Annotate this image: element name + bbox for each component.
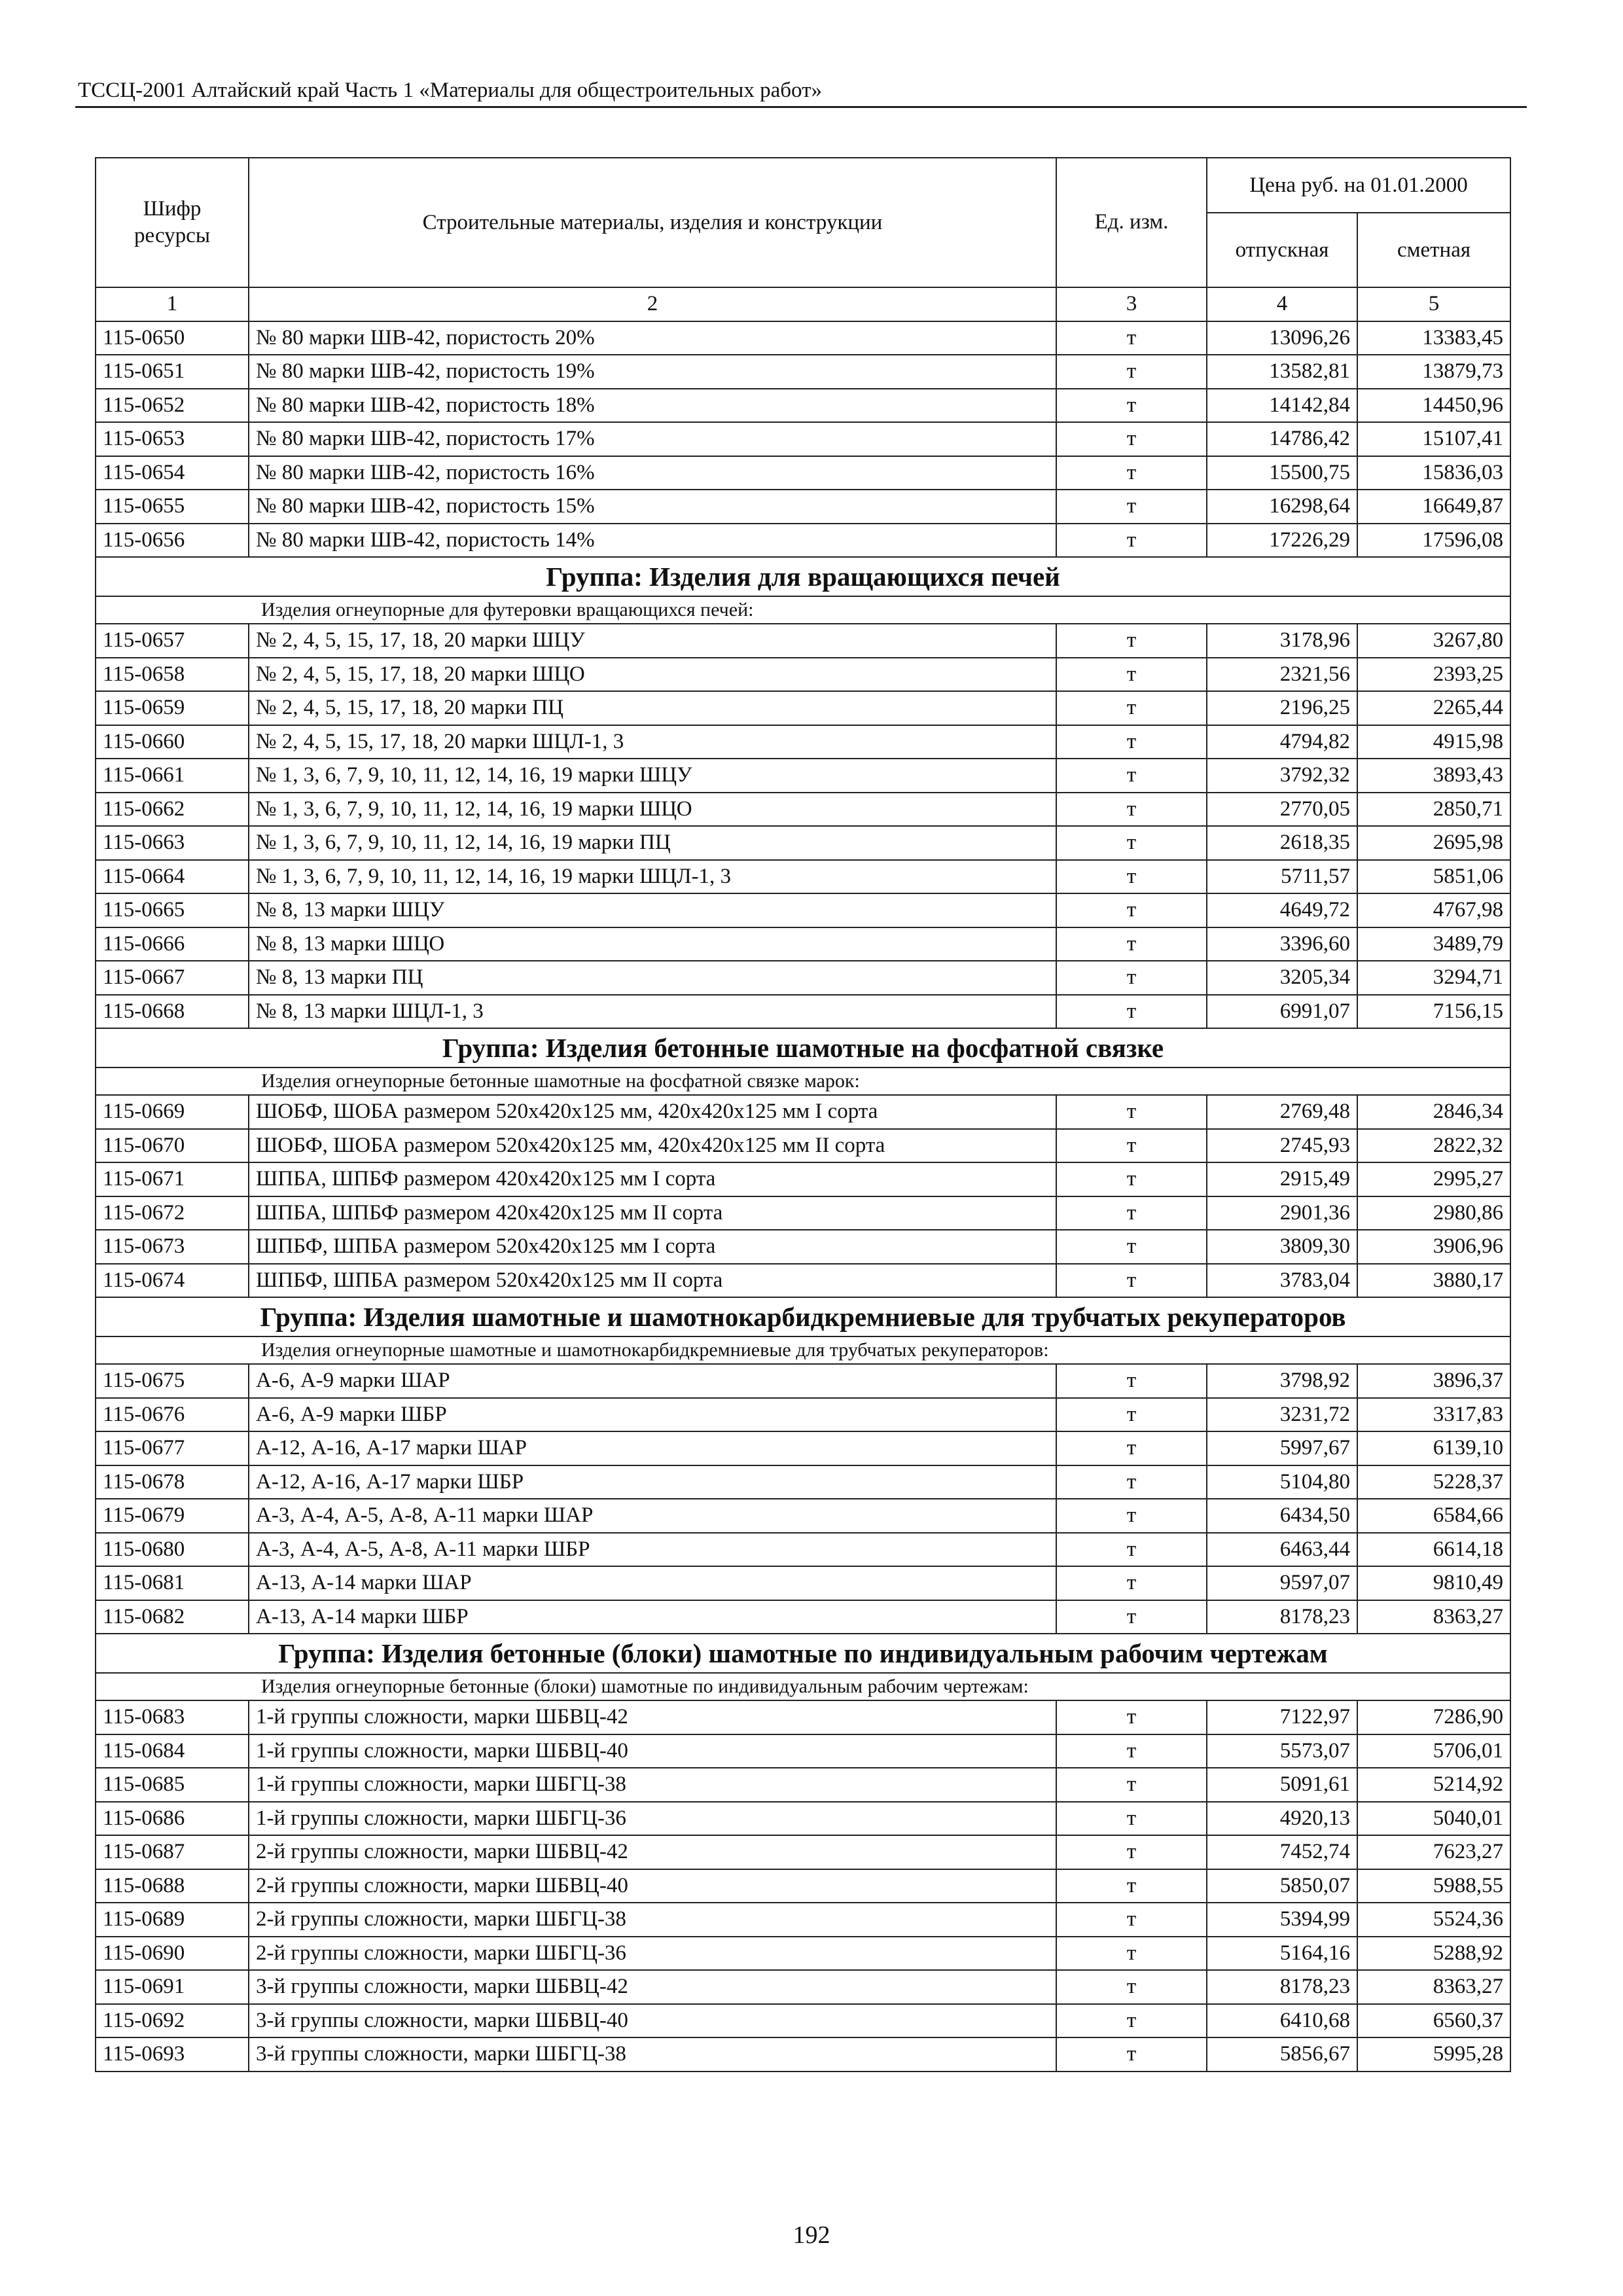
release-price: 4649,72 xyxy=(1207,893,1357,927)
release-price: 5104,80 xyxy=(1207,1465,1357,1499)
resource-code: 115-0651 xyxy=(96,355,249,389)
material-name: № 1, 3, 6, 7, 9, 10, 11, 12, 14, 16, 19 марки ШЦЛ-1, 3 xyxy=(249,860,1056,894)
estimate-price: 16649,87 xyxy=(1357,490,1510,524)
unit-of-measure: т xyxy=(1056,1566,1207,1600)
estimate-price: 17596,08 xyxy=(1357,524,1510,558)
estimate-price: 2995,27 xyxy=(1357,1162,1510,1196)
material-name: 1-й группы сложности, марки ШБВЦ-42 xyxy=(249,1700,1056,1734)
resource-code: 115-0658 xyxy=(96,658,249,692)
release-price: 3809,30 xyxy=(1207,1230,1357,1264)
unit-of-measure: т xyxy=(1056,1364,1207,1398)
release-price: 9597,07 xyxy=(1207,1566,1357,1600)
release-price: 13096,26 xyxy=(1207,321,1357,355)
table-row xyxy=(96,1095,1510,1129)
release-price: 7122,97 xyxy=(1207,1700,1357,1734)
column-number: 5 xyxy=(1357,287,1510,321)
release-price: 5711,57 xyxy=(1207,860,1357,894)
unit-of-measure: т xyxy=(1056,860,1207,894)
resource-code: 115-0675 xyxy=(96,1364,249,1398)
unit-of-measure: т xyxy=(1056,1398,1207,1432)
table-row xyxy=(96,995,1510,1029)
resource-code: 115-0659 xyxy=(96,691,249,725)
group-heading: Группа: Изделия бетонные (блоки) шамотные по индивидуальным рабочим чертежам xyxy=(96,1634,1510,1673)
release-price: 3798,92 xyxy=(1207,1364,1357,1398)
material-name: 2-й группы сложности, марки ШБГЦ-36 xyxy=(249,1937,1056,1971)
unit-of-measure: т xyxy=(1056,961,1207,995)
table-row xyxy=(96,624,1510,658)
release-price: 4920,13 xyxy=(1207,1802,1357,1836)
release-price: 3178,96 xyxy=(1207,624,1357,658)
material-name: А-3, А-4, А-5, А-8, А-11 марки ШБР xyxy=(249,1533,1056,1567)
release-price: 6463,44 xyxy=(1207,1533,1357,1567)
table-row xyxy=(96,1398,1510,1432)
resource-code: 115-0679 xyxy=(96,1499,249,1533)
table-row xyxy=(96,1869,1510,1903)
table-row xyxy=(96,490,1510,524)
table-row xyxy=(96,759,1510,793)
material-name: № 2, 4, 5, 15, 17, 18, 20 марки ШЦУ xyxy=(249,624,1056,658)
estimate-price: 6584,66 xyxy=(1357,1499,1510,1533)
resource-code: 115-0654 xyxy=(96,456,249,490)
resource-code: 115-0665 xyxy=(96,893,249,927)
table-row xyxy=(96,1937,1510,1971)
unit-of-measure: т xyxy=(1056,1533,1207,1567)
resource-code: 115-0656 xyxy=(96,524,249,558)
unit-of-measure: т xyxy=(1056,759,1207,793)
group-heading-row xyxy=(96,1297,1510,1336)
unit-of-measure: т xyxy=(1056,524,1207,558)
resource-code: 115-0674 xyxy=(96,1264,249,1298)
material-name: 1-й группы сложности, марки ШБГЦ-36 xyxy=(249,1802,1056,1836)
resource-code: 115-0655 xyxy=(96,490,249,524)
material-name: № 80 марки ШВ-42, пористость 16% xyxy=(249,456,1056,490)
unit-of-measure: т xyxy=(1056,355,1207,389)
release-price: 16298,64 xyxy=(1207,490,1357,524)
table-row xyxy=(96,927,1510,961)
material-name: ШПБФ, ШПБА размером 520х420х125 мм II сорта xyxy=(249,1264,1056,1298)
release-price: 5091,61 xyxy=(1207,1768,1357,1802)
material-name: 3-й группы сложности, марки ШБВЦ-40 xyxy=(249,2004,1056,2038)
resource-code: 115-0683 xyxy=(96,1700,249,1734)
material-name: № 80 марки ШВ-42, пористость 14% xyxy=(249,524,1056,558)
unit-of-measure: т xyxy=(1056,1734,1207,1768)
unit-of-measure: т xyxy=(1056,1970,1207,2004)
estimate-price: 7156,15 xyxy=(1357,995,1510,1029)
resource-code: 115-0690 xyxy=(96,1937,249,1971)
table-row xyxy=(96,793,1510,827)
unit-of-measure: т xyxy=(1056,927,1207,961)
unit-of-measure: т xyxy=(1056,1230,1207,1264)
estimate-price: 13383,45 xyxy=(1357,321,1510,355)
estimate-price: 3880,17 xyxy=(1357,1264,1510,1298)
material-name: № 80 марки ШВ-42, пористость 20% xyxy=(249,321,1056,355)
document-title: ТССЦ-2001 Алтайский край Часть 1 «Материалы для общестроительных работ» xyxy=(78,79,823,102)
resource-code: 115-0682 xyxy=(96,1600,249,1634)
table-row xyxy=(96,2037,1510,2072)
table-row xyxy=(96,1264,1510,1298)
release-price: 7452,74 xyxy=(1207,1835,1357,1869)
estimate-price: 8363,27 xyxy=(1357,1970,1510,2004)
release-price: 5164,16 xyxy=(1207,1937,1357,1971)
column-number: 3 xyxy=(1056,287,1207,321)
group-heading-row xyxy=(96,1634,1510,1673)
table-row xyxy=(96,2004,1510,2038)
estimate-price: 5995,28 xyxy=(1357,2037,1510,2072)
unit-of-measure: т xyxy=(1056,2004,1207,2038)
price-table xyxy=(95,157,1511,2072)
resource-code: 115-0667 xyxy=(96,961,249,995)
material-name: ШПБФ, ШПБА размером 520х420х125 мм I сорта xyxy=(249,1230,1056,1264)
estimate-price: 3906,96 xyxy=(1357,1230,1510,1264)
table-row xyxy=(96,1196,1510,1230)
release-price: 3396,60 xyxy=(1207,927,1357,961)
resource-code: 115-0691 xyxy=(96,1970,249,2004)
estimate-price: 3317,83 xyxy=(1357,1398,1510,1432)
estimate-price: 5214,92 xyxy=(1357,1768,1510,1802)
release-price: 2915,49 xyxy=(1207,1162,1357,1196)
group-heading: Группа: Изделия шамотные и шамотнокарбидкремниевые для трубчатых рекуператоров xyxy=(96,1297,1510,1336)
resource-code: 115-0681 xyxy=(96,1566,249,1600)
estimate-price: 5040,01 xyxy=(1357,1802,1510,1836)
table-row xyxy=(96,456,1510,490)
release-price: 5856,67 xyxy=(1207,2037,1357,2072)
col-header-estimate-price: сметная xyxy=(1357,213,1510,287)
subgroup-caption: Изделия огнеупорные бетонные шамотные на фосфатной связке марок: xyxy=(96,1067,1510,1095)
material-name: 3-й группы сложности, марки ШБГЦ-38 xyxy=(249,2037,1056,2072)
unit-of-measure: т xyxy=(1056,389,1207,423)
material-name: А-3, А-4, А-5, А-8, А-11 марки ШАР xyxy=(249,1499,1056,1533)
table-row xyxy=(96,1129,1510,1163)
release-price: 2618,35 xyxy=(1207,826,1357,860)
resource-code: 115-0693 xyxy=(96,2037,249,2072)
unit-of-measure: т xyxy=(1056,1499,1207,1533)
release-price: 15500,75 xyxy=(1207,456,1357,490)
table-row xyxy=(96,389,1510,423)
unit-of-measure: т xyxy=(1056,1465,1207,1499)
table-row xyxy=(96,1162,1510,1196)
estimate-price: 3489,79 xyxy=(1357,927,1510,961)
estimate-price: 5524,36 xyxy=(1357,1903,1510,1937)
unit-of-measure: т xyxy=(1056,1903,1207,1937)
group-heading-row xyxy=(96,1028,1510,1067)
release-price: 6991,07 xyxy=(1207,995,1357,1029)
unit-of-measure: т xyxy=(1056,658,1207,692)
table-row xyxy=(96,1835,1510,1869)
material-name: № 8, 13 марки ШЦЛ-1, 3 xyxy=(249,995,1056,1029)
estimate-price: 7286,90 xyxy=(1357,1700,1510,1734)
unit-of-measure: т xyxy=(1056,1869,1207,1903)
material-name: № 2, 4, 5, 15, 17, 18, 20 марки ШЦЛ-1, 3 xyxy=(249,725,1056,759)
table-row xyxy=(96,355,1510,389)
estimate-price: 4915,98 xyxy=(1357,725,1510,759)
material-name: 2-й группы сложности, марки ШБВЦ-42 xyxy=(249,1835,1056,1869)
release-price: 17226,29 xyxy=(1207,524,1357,558)
table-row xyxy=(96,1499,1510,1533)
unit-of-measure: т xyxy=(1056,2037,1207,2072)
resource-code: 115-0677 xyxy=(96,1431,249,1465)
estimate-price: 3896,37 xyxy=(1357,1364,1510,1398)
subgroup-caption: Изделия огнеупорные бетонные (блоки) шамотные по индивидуальным рабочим чертежам: xyxy=(96,1673,1510,1700)
table-row xyxy=(96,691,1510,725)
table-row xyxy=(96,1734,1510,1768)
resource-code: 115-0657 xyxy=(96,624,249,658)
col-header-name: Строительные материалы, изделия и конструкции xyxy=(249,158,1056,287)
unit-of-measure: т xyxy=(1056,490,1207,524)
table-row xyxy=(96,1970,1510,2004)
estimate-price: 15836,03 xyxy=(1357,456,1510,490)
table-row xyxy=(96,1364,1510,1398)
unit-of-measure: т xyxy=(1056,793,1207,827)
resource-code: 115-0664 xyxy=(96,860,249,894)
table-row xyxy=(96,1768,1510,1802)
release-price: 2321,56 xyxy=(1207,658,1357,692)
material-name: 1-й группы сложности, марки ШБГЦ-38 xyxy=(249,1768,1056,1802)
release-price: 5997,67 xyxy=(1207,1431,1357,1465)
column-number-row xyxy=(96,287,1510,321)
release-price: 5850,07 xyxy=(1207,1869,1357,1903)
unit-of-measure: т xyxy=(1056,1162,1207,1196)
material-name: № 8, 13 марки ШЦУ xyxy=(249,893,1056,927)
material-name: 2-й группы сложности, марки ШБВЦ-40 xyxy=(249,1869,1056,1903)
unit-of-measure: т xyxy=(1056,1095,1207,1129)
release-price: 14786,42 xyxy=(1207,422,1357,456)
resource-code: 115-0689 xyxy=(96,1903,249,1937)
estimate-price: 2695,98 xyxy=(1357,826,1510,860)
column-number: 4 xyxy=(1207,287,1357,321)
resource-code: 115-0672 xyxy=(96,1196,249,1230)
unit-of-measure: т xyxy=(1056,893,1207,927)
col-header-code: Шифр ресурсы xyxy=(96,158,249,287)
estimate-price: 2850,71 xyxy=(1357,793,1510,827)
estimate-price: 5228,37 xyxy=(1357,1465,1510,1499)
unit-of-measure: т xyxy=(1056,456,1207,490)
unit-of-measure: т xyxy=(1056,1129,1207,1163)
subgroup-caption-row xyxy=(96,1673,1510,1700)
material-name: № 8, 13 марки ПЦ xyxy=(249,961,1056,995)
material-name: № 80 марки ШВ-42, пористость 18% xyxy=(249,389,1056,423)
resource-code: 115-0660 xyxy=(96,725,249,759)
material-name: № 1, 3, 6, 7, 9, 10, 11, 12, 14, 16, 19 марки ШЦУ xyxy=(249,759,1056,793)
estimate-price: 2846,34 xyxy=(1357,1095,1510,1129)
page-header xyxy=(75,77,1527,108)
table-row xyxy=(96,826,1510,860)
release-price: 8178,23 xyxy=(1207,1970,1357,2004)
material-name: А-6, А-9 марки ШБР xyxy=(249,1398,1056,1432)
subgroup-caption-row xyxy=(96,1067,1510,1095)
resource-code: 115-0661 xyxy=(96,759,249,793)
release-price: 2196,25 xyxy=(1207,691,1357,725)
subgroup-caption: Изделия огнеупорные шамотные и шамотнокарбидкремниевые для трубчатых рекуператоров: xyxy=(96,1336,1510,1364)
estimate-price: 2393,25 xyxy=(1357,658,1510,692)
release-price: 14142,84 xyxy=(1207,389,1357,423)
release-price: 8178,23 xyxy=(1207,1600,1357,1634)
material-name: А-13, А-14 марки ШАР xyxy=(249,1566,1056,1600)
resource-code: 115-0686 xyxy=(96,1802,249,1836)
material-name: № 2, 4, 5, 15, 17, 18, 20 марки ПЦ xyxy=(249,691,1056,725)
unit-of-measure: т xyxy=(1056,1768,1207,1802)
unit-of-measure: т xyxy=(1056,1700,1207,1734)
release-price: 5573,07 xyxy=(1207,1734,1357,1768)
resource-code: 115-0668 xyxy=(96,995,249,1029)
table-row xyxy=(96,961,1510,995)
table-row xyxy=(96,321,1510,355)
table-row xyxy=(96,1566,1510,1600)
estimate-price: 2822,32 xyxy=(1357,1129,1510,1163)
resource-code: 115-0650 xyxy=(96,321,249,355)
unit-of-measure: т xyxy=(1056,725,1207,759)
material-name: А-13, А-14 марки ШБР xyxy=(249,1600,1056,1634)
material-name: № 2, 4, 5, 15, 17, 18, 20 марки ШЦО xyxy=(249,658,1056,692)
unit-of-measure: т xyxy=(1056,624,1207,658)
resource-code: 115-0671 xyxy=(96,1162,249,1196)
estimate-price: 15107,41 xyxy=(1357,422,1510,456)
resource-code: 115-0685 xyxy=(96,1768,249,1802)
release-price: 2745,93 xyxy=(1207,1129,1357,1163)
unit-of-measure: т xyxy=(1056,1835,1207,1869)
col-header-release-price: отпускная xyxy=(1207,213,1357,287)
material-name: № 1, 3, 6, 7, 9, 10, 11, 12, 14, 16, 19 марки ШЦО xyxy=(249,793,1056,827)
release-price: 3783,04 xyxy=(1207,1264,1357,1298)
table-row xyxy=(96,1533,1510,1567)
release-price: 6434,50 xyxy=(1207,1499,1357,1533)
table-row xyxy=(96,725,1510,759)
release-price: 4794,82 xyxy=(1207,725,1357,759)
resource-code: 115-0678 xyxy=(96,1465,249,1499)
table-row xyxy=(96,524,1510,558)
estimate-price: 2265,44 xyxy=(1357,691,1510,725)
resource-code: 115-0670 xyxy=(96,1129,249,1163)
resource-code: 115-0663 xyxy=(96,826,249,860)
material-name: ШОБФ, ШОБА размером 520х420х125 мм, 420х420х125 мм II сорта xyxy=(249,1129,1056,1163)
resource-code: 115-0652 xyxy=(96,389,249,423)
subgroup-caption: Изделия огнеупорные для футеровки вращающихся печей: xyxy=(96,596,1510,624)
table-row xyxy=(96,1903,1510,1937)
table-row xyxy=(96,1600,1510,1634)
resource-code: 115-0692 xyxy=(96,2004,249,2038)
release-price: 2770,05 xyxy=(1207,793,1357,827)
estimate-price: 6560,37 xyxy=(1357,2004,1510,2038)
column-number: 1 xyxy=(96,287,249,321)
release-price: 3205,34 xyxy=(1207,961,1357,995)
release-price: 3792,32 xyxy=(1207,759,1357,793)
unit-of-measure: т xyxy=(1056,422,1207,456)
resource-code: 115-0666 xyxy=(96,927,249,961)
table-row xyxy=(96,893,1510,927)
resource-code: 115-0676 xyxy=(96,1398,249,1432)
table-header-row xyxy=(96,158,1510,213)
release-price: 3231,72 xyxy=(1207,1398,1357,1432)
table-row xyxy=(96,860,1510,894)
material-name: ШПБА, ШПБФ размером 420х420х125 мм II сорта xyxy=(249,1196,1056,1230)
resource-code: 115-0688 xyxy=(96,1869,249,1903)
material-name: № 80 марки ШВ-42, пористость 15% xyxy=(249,490,1056,524)
unit-of-measure: т xyxy=(1056,1264,1207,1298)
unit-of-measure: т xyxy=(1056,691,1207,725)
resource-code: 115-0687 xyxy=(96,1835,249,1869)
estimate-price: 14450,96 xyxy=(1357,389,1510,423)
group-heading: Группа: Изделия для вращающихся печей xyxy=(96,557,1510,596)
unit-of-measure: т xyxy=(1056,995,1207,1029)
estimate-price: 13879,73 xyxy=(1357,355,1510,389)
unit-of-measure: т xyxy=(1056,1600,1207,1634)
material-name: № 1, 3, 6, 7, 9, 10, 11, 12, 14, 16, 19 марки ПЦ xyxy=(249,826,1056,860)
table-row xyxy=(96,1700,1510,1734)
material-name: А-12, А-16, А-17 марки ШБР xyxy=(249,1465,1056,1499)
estimate-price: 8363,27 xyxy=(1357,1600,1510,1634)
release-price: 6410,68 xyxy=(1207,2004,1357,2038)
material-name: ШОБФ, ШОБА размером 520х420х125 мм, 420х420х125 мм I сорта xyxy=(249,1095,1056,1129)
resource-code: 115-0684 xyxy=(96,1734,249,1768)
estimate-price: 3893,43 xyxy=(1357,759,1510,793)
group-heading-row xyxy=(96,557,1510,596)
release-price: 13582,81 xyxy=(1207,355,1357,389)
material-name: 1-й группы сложности, марки ШБВЦ-40 xyxy=(249,1734,1056,1768)
material-name: 3-й группы сложности, марки ШБВЦ-42 xyxy=(249,1970,1056,2004)
estimate-price: 7623,27 xyxy=(1357,1835,1510,1869)
material-name: № 8, 13 марки ШЦО xyxy=(249,927,1056,961)
col-header-unit: Ед. изм. xyxy=(1056,158,1207,287)
release-price: 2901,36 xyxy=(1207,1196,1357,1230)
resource-code: 115-0673 xyxy=(96,1230,249,1264)
estimate-price: 5706,01 xyxy=(1357,1734,1510,1768)
table-row xyxy=(96,1802,1510,1836)
estimate-price: 3294,71 xyxy=(1357,961,1510,995)
unit-of-measure: т xyxy=(1056,1431,1207,1465)
resource-code: 115-0680 xyxy=(96,1533,249,1567)
subgroup-caption-row xyxy=(96,1336,1510,1364)
table-row xyxy=(96,1431,1510,1465)
material-name: № 80 марки ШВ-42, пористость 19% xyxy=(249,355,1056,389)
estimate-price: 4767,98 xyxy=(1357,893,1510,927)
table-row xyxy=(96,1465,1510,1499)
unit-of-measure: т xyxy=(1056,1196,1207,1230)
page-number: 192 xyxy=(793,2221,830,2249)
estimate-price: 9810,49 xyxy=(1357,1566,1510,1600)
estimate-price: 6614,18 xyxy=(1357,1533,1510,1567)
unit-of-measure: т xyxy=(1056,1802,1207,1836)
table-row xyxy=(96,1230,1510,1264)
release-price: 5394,99 xyxy=(1207,1903,1357,1937)
col-header-price: Цена руб. на 01.01.2000 xyxy=(1207,158,1510,213)
material-name: № 80 марки ШВ-42, пористость 17% xyxy=(249,422,1056,456)
price-table-body xyxy=(96,158,1510,2072)
resource-code: 115-0662 xyxy=(96,793,249,827)
material-name: А-12, А-16, А-17 марки ШАР xyxy=(249,1431,1056,1465)
estimate-price: 5851,06 xyxy=(1357,860,1510,894)
resource-code: 115-0669 xyxy=(96,1095,249,1129)
estimate-price: 2980,86 xyxy=(1357,1196,1510,1230)
table-row xyxy=(96,658,1510,692)
release-price: 2769,48 xyxy=(1207,1095,1357,1129)
material-name: 2-й группы сложности, марки ШБГЦ-38 xyxy=(249,1903,1056,1937)
material-name: А-6, А-9 марки ШАР xyxy=(249,1364,1056,1398)
material-name: ШПБА, ШПБФ размером 420х420х125 мм I сорта xyxy=(249,1162,1056,1196)
table-row xyxy=(96,422,1510,456)
resource-code: 115-0653 xyxy=(96,422,249,456)
unit-of-measure: т xyxy=(1056,1937,1207,1971)
unit-of-measure: т xyxy=(1056,321,1207,355)
column-number: 2 xyxy=(249,287,1056,321)
subgroup-caption-row xyxy=(96,596,1510,624)
estimate-price: 3267,80 xyxy=(1357,624,1510,658)
group-heading: Группа: Изделия бетонные шамотные на фосфатной связке xyxy=(96,1028,1510,1067)
unit-of-measure: т xyxy=(1056,826,1207,860)
estimate-price: 5288,92 xyxy=(1357,1937,1510,1971)
estimate-price: 6139,10 xyxy=(1357,1431,1510,1465)
estimate-price: 5988,55 xyxy=(1357,1869,1510,1903)
